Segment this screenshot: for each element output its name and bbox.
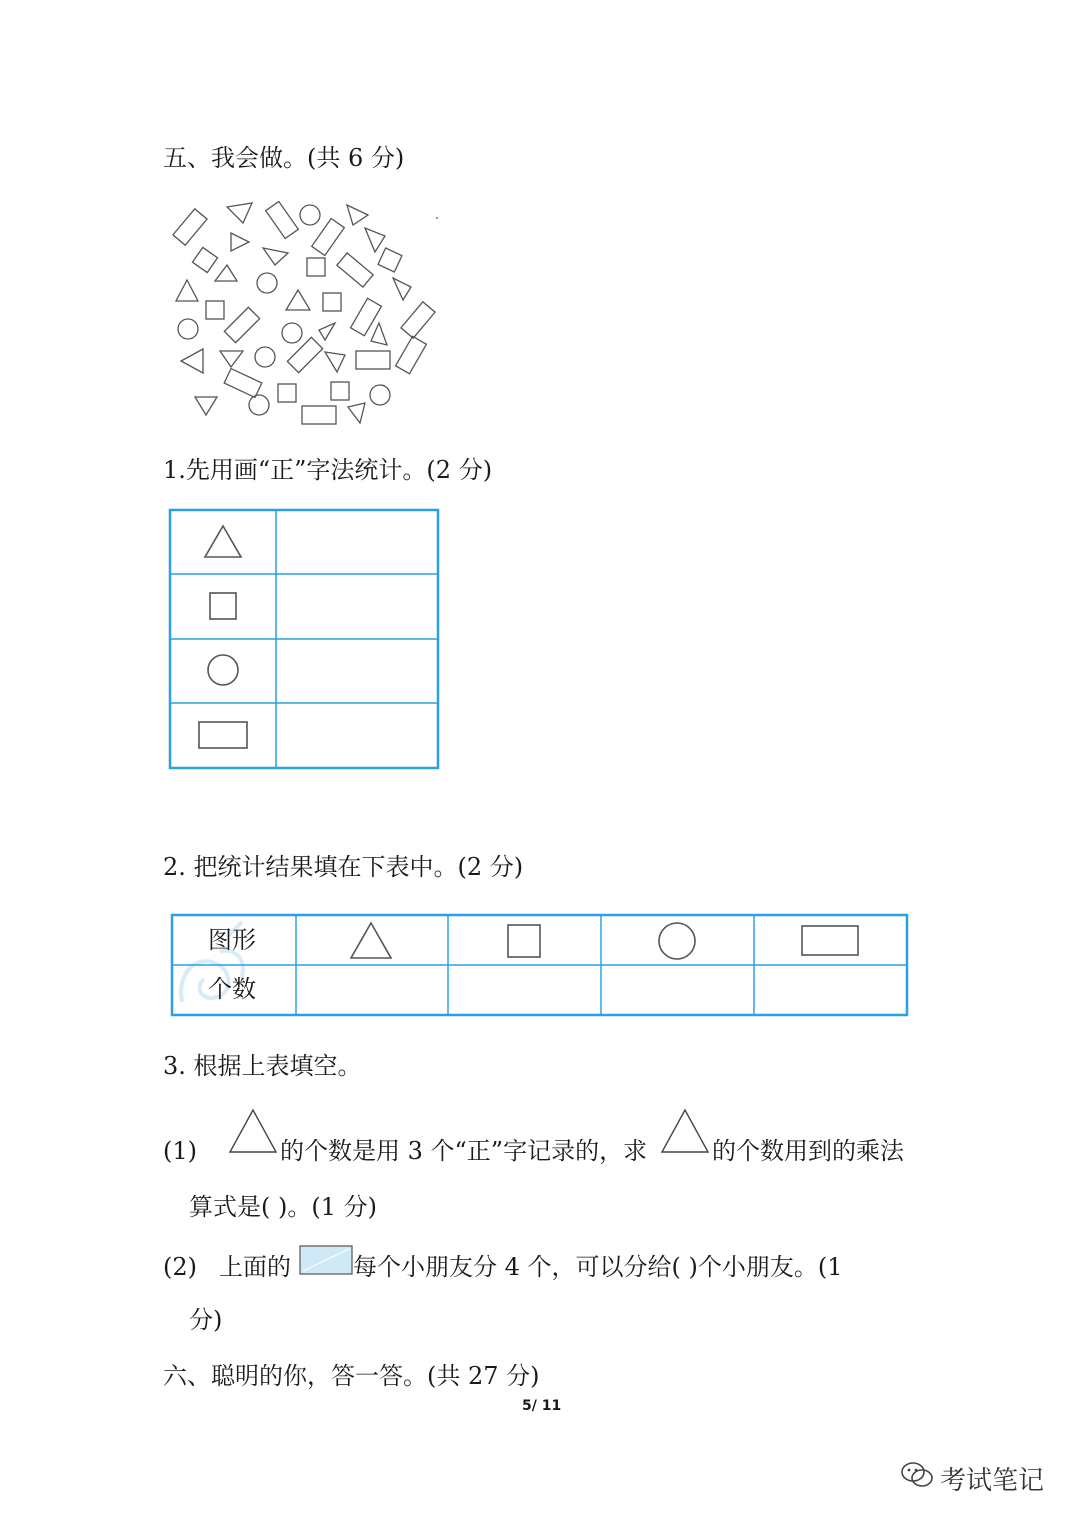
sub-question-2-line-2: 分) <box>189 1306 223 1334</box>
result-table <box>170 913 909 1017</box>
square-icon <box>508 925 540 957</box>
stray-dot <box>436 217 438 219</box>
question-2-label: 2. 把统计结果填在下表中。(2 分) <box>163 853 524 881</box>
shape-square <box>323 293 341 311</box>
sub-question-2-number: (2) <box>163 1253 197 1281</box>
shape-circle <box>178 319 198 339</box>
shape-rectangle <box>337 253 373 287</box>
sub-question-1-line-2: 算式是( )。(1 分) <box>189 1193 377 1221</box>
section-6-title: 六、聪明的你，答一答。(共 27 分) <box>163 1362 540 1390</box>
shape-circle <box>282 323 302 343</box>
shape-rectangle <box>302 406 336 424</box>
circle-icon <box>208 655 238 685</box>
shape-rectangle <box>351 298 382 335</box>
sub-question-1-text-b: 的个数用到的乘法 <box>712 1137 904 1165</box>
shape-triangle <box>220 351 243 367</box>
triangle-icon <box>228 1108 278 1154</box>
shape-square <box>331 382 349 400</box>
shape-rectangle <box>312 218 345 255</box>
sub-question-2-text-a: 上面的 <box>219 1253 291 1281</box>
shape-square <box>206 301 224 319</box>
rectangle-icon <box>199 722 247 748</box>
shape-rectangle <box>224 307 259 342</box>
sub-question-2-text-b: 每个小朋友分 4 个，可以分给( )个小朋友。(1 <box>353 1253 843 1281</box>
watermark-text: 考试笔记 <box>940 1466 1045 1496</box>
shape-triangle <box>263 248 288 265</box>
circle-icon <box>659 923 695 959</box>
shape-rectangle <box>224 369 262 398</box>
header-label-shape: 图形 <box>208 926 256 954</box>
shape-triangle <box>348 403 365 423</box>
rectangle-icon <box>802 926 858 955</box>
page-number: 5/ 11 <box>522 1398 562 1414</box>
shape-rectangle <box>401 302 435 338</box>
row-label-count: 个数 <box>208 975 256 1003</box>
shape-triangle <box>231 233 249 251</box>
rectangle-icon <box>299 1245 353 1275</box>
shape-rectangle <box>356 351 390 369</box>
shape-circle <box>255 347 275 367</box>
shape-square <box>378 248 402 272</box>
shape-circle <box>249 395 269 415</box>
question-3-label: 3. 根据上表填空。 <box>163 1052 362 1080</box>
triangle-icon <box>660 1108 710 1154</box>
shape-triangle <box>371 323 387 345</box>
square-icon <box>210 593 236 619</box>
shape-triangle <box>347 205 368 225</box>
shape-square <box>307 258 325 276</box>
shape-rectangle <box>173 209 207 245</box>
shape-triangle <box>286 290 310 310</box>
shape-rectangle <box>266 201 299 238</box>
shape-triangle <box>227 203 252 223</box>
section-5-title: 五、我会做。(共 6 分) <box>163 144 405 172</box>
scattered-shapes-figure <box>165 195 445 430</box>
shape-triangle <box>365 228 385 252</box>
shape-square <box>192 247 217 272</box>
wechat-icon <box>900 1460 934 1490</box>
sub-question-1-number: (1) <box>163 1137 197 1165</box>
triangle-icon <box>351 923 391 958</box>
shape-triangle <box>319 323 335 340</box>
shape-circle <box>300 205 320 225</box>
shape-triangle <box>195 397 217 415</box>
shape-triangle <box>215 265 237 281</box>
sub-question-1-text-a: 的个数是用 3 个“正”字记录的，求 <box>280 1137 648 1165</box>
tally-table <box>168 508 440 770</box>
shape-triangle <box>325 352 345 372</box>
shape-triangle <box>393 278 411 300</box>
shape-rectangle <box>396 336 427 373</box>
triangle-icon <box>205 526 241 557</box>
shape-circle <box>370 385 390 405</box>
shape-square <box>278 384 296 402</box>
shape-circle <box>257 273 277 293</box>
question-1-label: 1.先用画“正”字法统计。(2 分) <box>163 456 493 484</box>
shape-triangle <box>176 280 198 301</box>
shape-triangle <box>181 349 203 373</box>
